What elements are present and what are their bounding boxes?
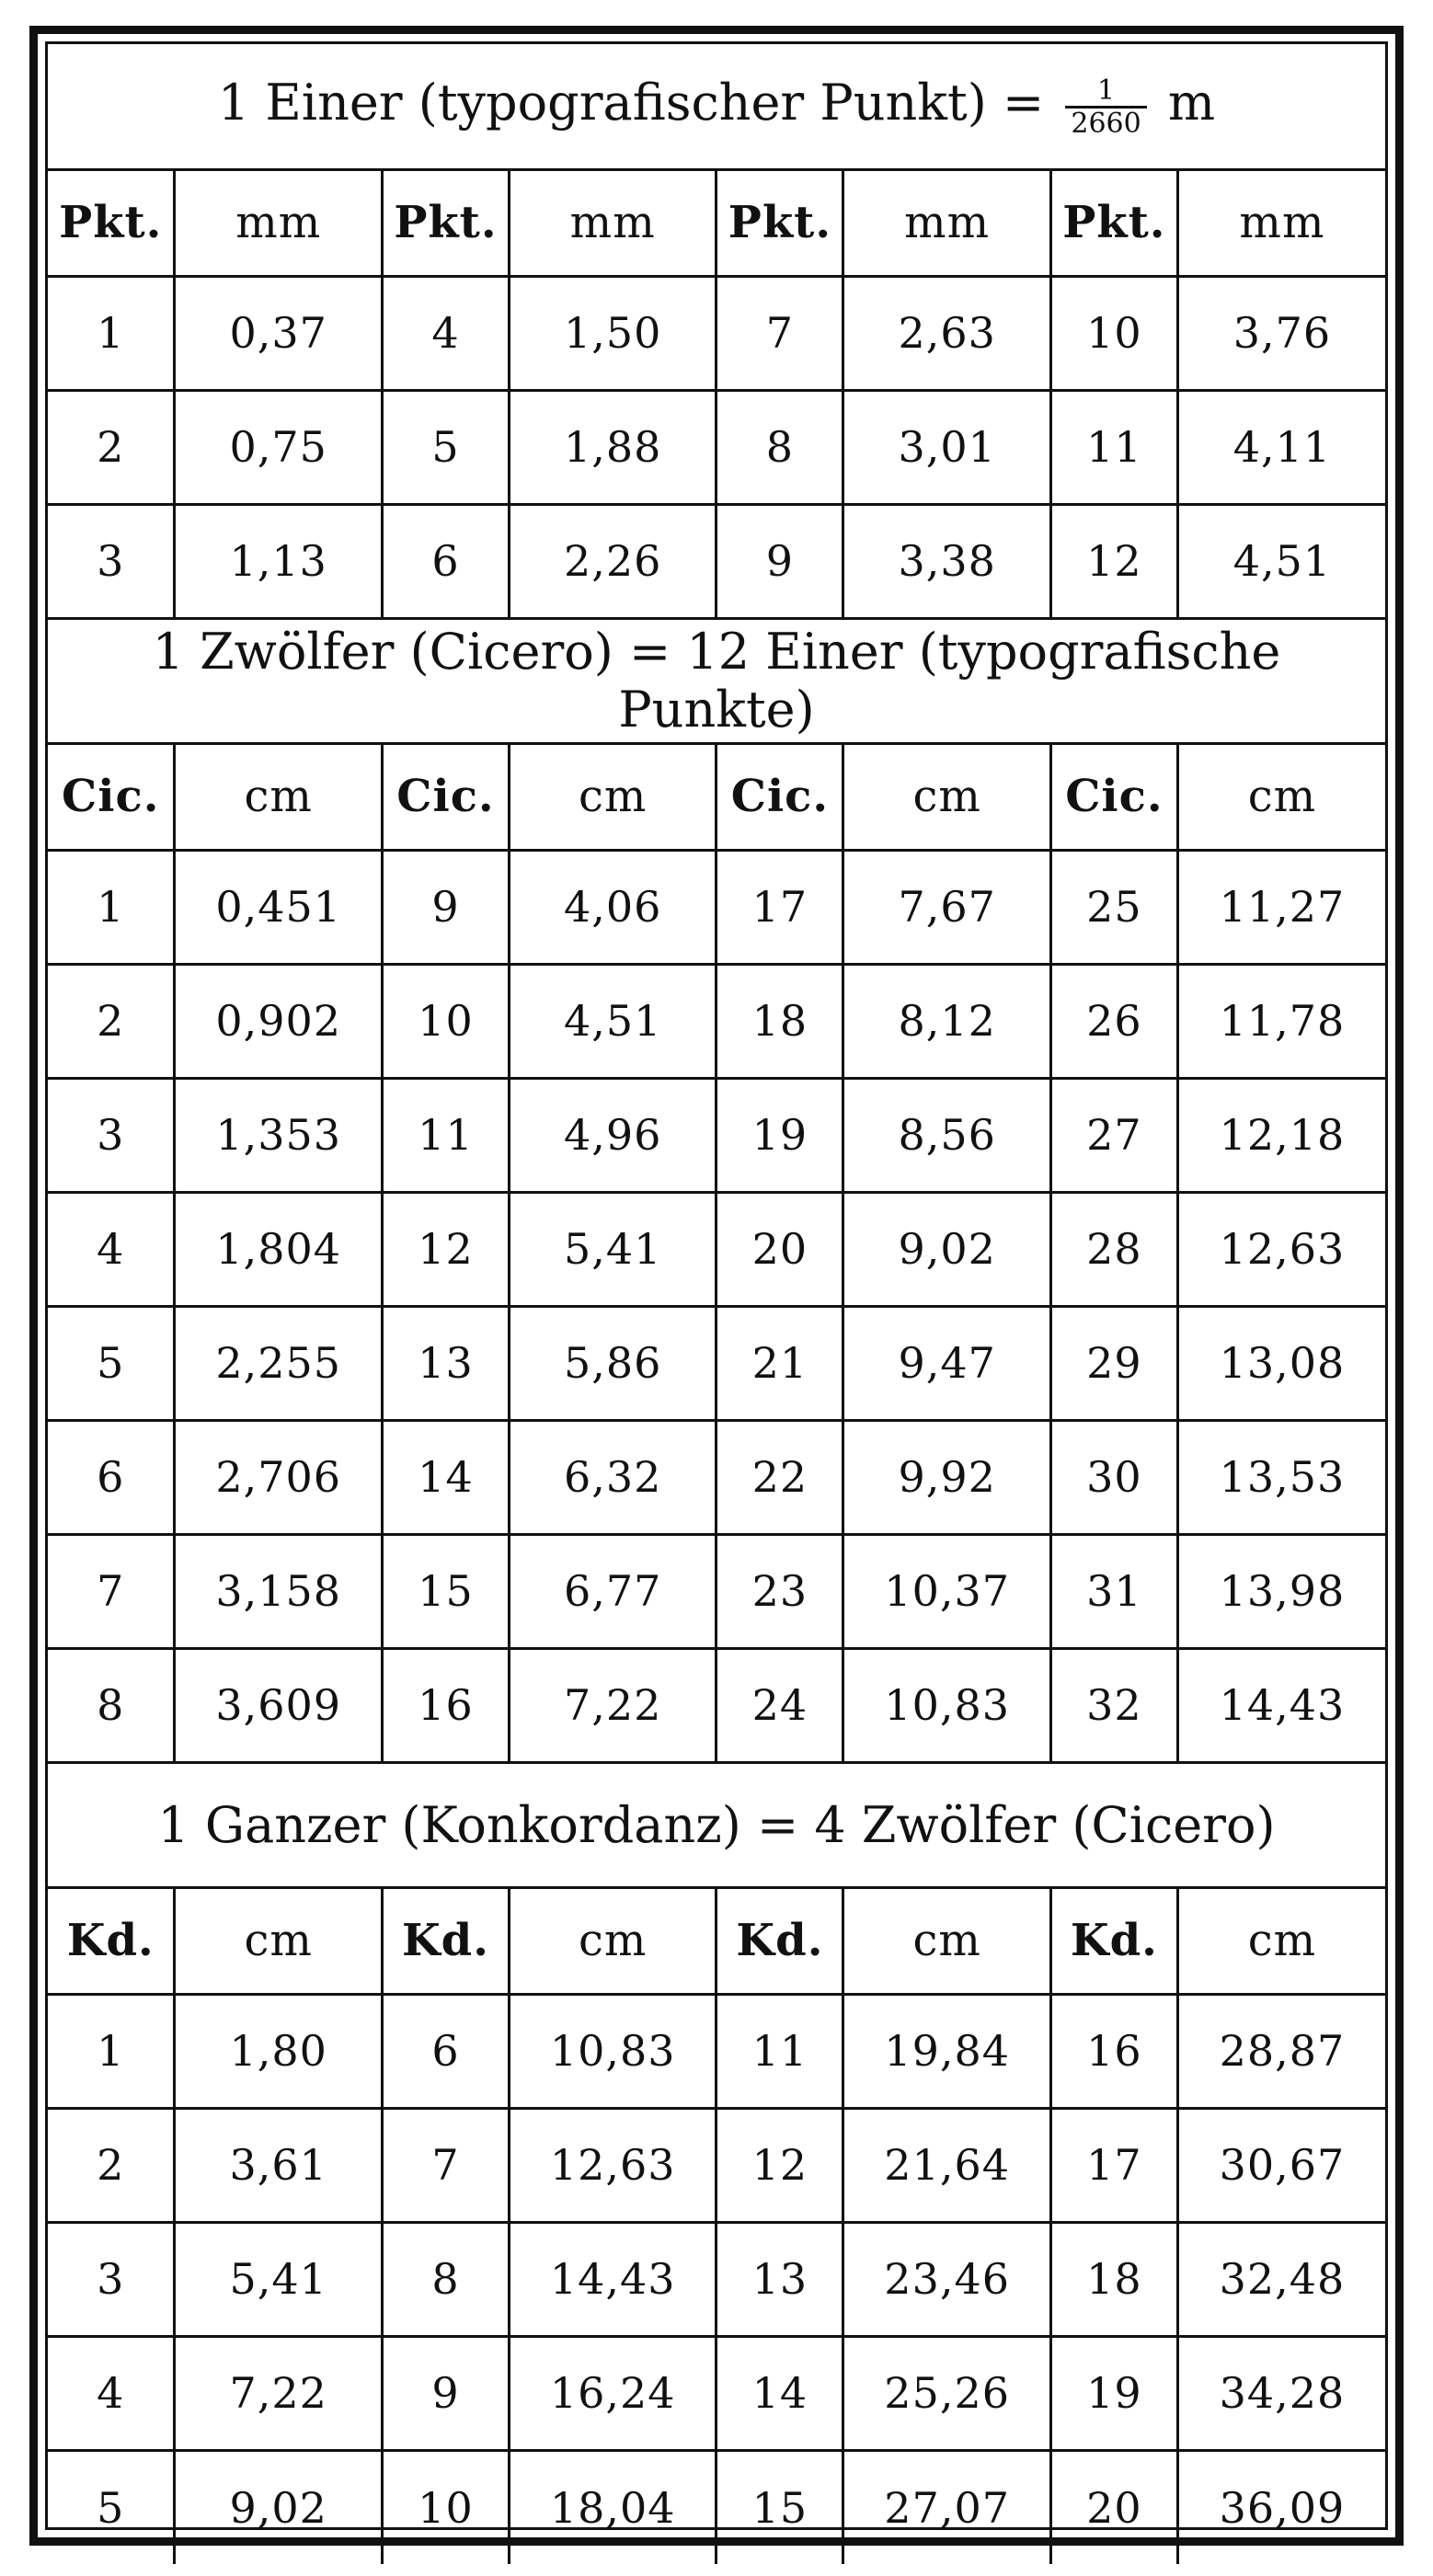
unit-count-cell: 6 [382, 504, 509, 618]
measure-value-cell: 6,32 [509, 1420, 716, 1534]
column-header-unit: Kd. [716, 1887, 843, 1994]
unit-count-cell: 5 [382, 390, 509, 504]
unit-count-cell: 3 [48, 1078, 175, 1192]
column-header-unit: Kd. [1050, 1887, 1177, 1994]
fraction-numerator: 1 [1065, 75, 1146, 109]
measure-value-cell: 1,88 [509, 390, 716, 504]
measure-value-cell: 10,37 [843, 1534, 1051, 1648]
unit-count-cell: 21 [716, 1306, 843, 1420]
column-header-measure: cm [843, 1887, 1051, 1994]
unit-count-cell: 12 [382, 1192, 509, 1306]
measure-value-cell: 4,06 [509, 850, 716, 964]
unit-count-cell: 18 [716, 964, 843, 1078]
unit-count-cell: 12 [716, 2108, 843, 2222]
unit-count-cell: 17 [1050, 2108, 1177, 2222]
unit-count-cell: 1 [48, 1994, 175, 2108]
unit-count-cell: 14 [382, 1420, 509, 1534]
unit-count-cell: 2 [48, 964, 175, 1078]
table-row [48, 2450, 1385, 2564]
unit-count-cell: 3 [48, 504, 175, 618]
column-header-measure: cm [1177, 743, 1385, 850]
unit-count-cell: 9 [716, 504, 843, 618]
unit-count-cell: 29 [1050, 1306, 1177, 1420]
measure-value-cell: 21,64 [843, 2108, 1051, 2222]
outer-frame [29, 26, 1404, 2546]
unit-count-cell: 7 [382, 2108, 509, 2222]
unit-count-cell: 20 [716, 1192, 843, 1306]
unit-count-cell: 9 [382, 850, 509, 964]
section-title: 1 Zwölfer (Cicero) = 12 Einer (typografische Punkte) [48, 618, 1385, 743]
unit-count-cell: 28 [1050, 1192, 1177, 1306]
section-title-row [48, 1762, 1385, 1887]
unit-count-cell: 12 [1050, 504, 1177, 618]
measure-value-cell: 4,96 [509, 1078, 716, 1192]
measure-value-cell: 8,12 [843, 964, 1051, 1078]
measure-value-cell: 2,255 [175, 1306, 383, 1420]
measure-value-cell: 25,26 [843, 2336, 1051, 2450]
column-header-unit: Cic. [382, 743, 509, 850]
table-row [48, 2222, 1385, 2336]
unit-count-cell: 26 [1050, 964, 1177, 1078]
unit-count-cell: 9 [382, 2336, 509, 2450]
unit-count-cell: 5 [48, 2450, 175, 2564]
unit-count-cell: 32 [1050, 1648, 1177, 1762]
unit-count-cell: 13 [716, 2222, 843, 2336]
measure-value-cell: 8,56 [843, 1078, 1051, 1192]
measure-value-cell: 11,78 [1177, 964, 1385, 1078]
measure-value-cell: 3,61 [175, 2108, 383, 2222]
column-header-measure: cm [509, 743, 716, 850]
measure-value-cell: 1,50 [509, 276, 716, 390]
measure-value-cell: 2,26 [509, 504, 716, 618]
unit-count-cell: 8 [48, 1648, 175, 1762]
column-header-unit: Cic. [716, 743, 843, 850]
unit-count-cell: 16 [382, 1648, 509, 1762]
unit-count-cell: 13 [382, 1306, 509, 1420]
unit-count-cell: 11 [1050, 390, 1177, 504]
measure-value-cell: 7,22 [509, 1648, 716, 1762]
measure-value-cell: 1,13 [175, 504, 383, 618]
measure-value-cell: 3,38 [843, 504, 1051, 618]
unit-count-cell: 15 [382, 1534, 509, 1648]
column-header-unit: Pkt. [1050, 169, 1177, 276]
measure-value-cell: 13,08 [1177, 1306, 1385, 1420]
column-header-measure: cm [175, 1887, 383, 1994]
table-row [48, 1306, 1385, 1420]
section-title-row [48, 44, 1385, 169]
unit-count-cell: 31 [1050, 1534, 1177, 1648]
measure-value-cell: 1,80 [175, 1994, 383, 2108]
table-row [48, 850, 1385, 964]
measure-value-cell: 2,63 [843, 276, 1051, 390]
column-header-unit: Kd. [48, 1887, 175, 1994]
table-row [48, 1078, 1385, 1192]
unit-count-cell: 10 [382, 2450, 509, 2564]
measure-value-cell: 2,706 [175, 1420, 383, 1534]
measure-value-cell: 1,804 [175, 1192, 383, 1306]
column-header-measure: mm [1177, 169, 1385, 276]
column-header-unit: Cic. [1050, 743, 1177, 850]
measure-value-cell: 0,37 [175, 276, 383, 390]
column-header-measure: cm [175, 743, 383, 850]
measure-value-cell: 3,01 [843, 390, 1051, 504]
measure-value-cell: 4,51 [509, 964, 716, 1078]
measure-value-cell: 28,87 [1177, 1994, 1385, 2108]
measure-value-cell: 10,83 [843, 1648, 1051, 1762]
unit-count-cell: 17 [716, 850, 843, 964]
measure-value-cell: 12,63 [1177, 1192, 1385, 1306]
section-title: 1 Ganzer (Konkordanz) = 4 Zwölfer (Cicero) [48, 1762, 1385, 1887]
unit-count-cell: 18 [1050, 2222, 1177, 2336]
measure-value-cell: 14,43 [1177, 1648, 1385, 1762]
title-prefix: 1 Einer (typografischer Punkt) = [217, 74, 1045, 132]
unit-count-cell: 19 [716, 1078, 843, 1192]
table-row [48, 276, 1385, 390]
measure-value-cell: 18,04 [509, 2450, 716, 2564]
measure-value-cell: 34,28 [1177, 2336, 1385, 2450]
measure-value-cell: 12,18 [1177, 1078, 1385, 1192]
unit-count-cell: 1 [48, 850, 175, 964]
column-header-unit: Pkt. [716, 169, 843, 276]
measure-value-cell: 0,451 [175, 850, 383, 964]
column-header-measure: cm [843, 743, 1051, 850]
unit-count-cell: 1 [48, 276, 175, 390]
unit-count-cell: 2 [48, 2108, 175, 2222]
unit-count-cell: 27 [1050, 1078, 1177, 1192]
header-row [48, 743, 1385, 850]
measure-value-cell: 13,53 [1177, 1420, 1385, 1534]
unit-count-cell: 14 [716, 2336, 843, 2450]
column-header-measure: cm [1177, 1887, 1385, 1994]
unit-count-cell: 3 [48, 2222, 175, 2336]
unit-count-cell: 7 [716, 276, 843, 390]
measure-value-cell: 36,09 [1177, 2450, 1385, 2564]
measure-value-cell: 1,353 [175, 1078, 383, 1192]
conversion-table-body [48, 44, 1385, 2564]
inner-frame [45, 41, 1388, 2533]
measure-value-cell: 0,902 [175, 964, 383, 1078]
measure-value-cell: 11,27 [1177, 850, 1385, 964]
measure-value-cell: 5,41 [175, 2222, 383, 2336]
conversion-table [48, 44, 1385, 2564]
unit-count-cell: 10 [382, 964, 509, 1078]
measure-value-cell: 32,48 [1177, 2222, 1385, 2336]
measure-value-cell: 16,24 [509, 2336, 716, 2450]
unit-count-cell: 16 [1050, 1994, 1177, 2108]
measure-value-cell: 14,43 [509, 2222, 716, 2336]
unit-count-cell: 8 [382, 2222, 509, 2336]
measure-value-cell: 0,75 [175, 390, 383, 504]
table-row [48, 1648, 1385, 1762]
measure-value-cell: 19,84 [843, 1994, 1051, 2108]
measure-value-cell: 27,07 [843, 2450, 1051, 2564]
measure-value-cell: 13,98 [1177, 1534, 1385, 1648]
measure-value-cell: 5,41 [509, 1192, 716, 1306]
unit-count-cell: 4 [382, 276, 509, 390]
unit-count-cell: 5 [48, 1306, 175, 1420]
unit-count-cell: 25 [1050, 850, 1177, 964]
unit-count-cell: 6 [382, 1994, 509, 2108]
unit-count-cell: 4 [48, 2336, 175, 2450]
unit-count-cell: 15 [716, 2450, 843, 2564]
unit-count-cell: 7 [48, 1534, 175, 1648]
fraction [1065, 75, 1146, 139]
measure-value-cell: 7,22 [175, 2336, 383, 2450]
unit-count-cell: 30 [1050, 1420, 1177, 1534]
table-row [48, 1534, 1385, 1648]
unit-count-cell: 2 [48, 390, 175, 504]
measure-value-cell: 10,83 [509, 1994, 716, 2108]
column-header-measure: cm [509, 1887, 716, 1994]
table-row [48, 1420, 1385, 1534]
unit-count-cell: 20 [1050, 2450, 1177, 2564]
measure-value-cell: 4,51 [1177, 504, 1385, 618]
unit-count-cell: 6 [48, 1420, 175, 1534]
column-header-unit: Pkt. [382, 169, 509, 276]
unit-count-cell: 24 [716, 1648, 843, 1762]
unit-count-cell: 22 [716, 1420, 843, 1534]
column-header-unit: Pkt. [48, 169, 175, 276]
title-suffix: m [1167, 74, 1216, 132]
unit-count-cell: 23 [716, 1534, 843, 1648]
measure-value-cell: 3,158 [175, 1534, 383, 1648]
measure-value-cell: 9,02 [843, 1192, 1051, 1306]
table-row [48, 390, 1385, 504]
column-header-unit: Cic. [48, 743, 175, 850]
table-row [48, 1192, 1385, 1306]
unit-count-cell: 11 [382, 1078, 509, 1192]
column-header-measure: mm [509, 169, 716, 276]
measure-value-cell: 9,02 [175, 2450, 383, 2564]
header-row [48, 1887, 1385, 1994]
measure-value-cell: 9,92 [843, 1420, 1051, 1534]
fraction-denominator: 2660 [1071, 107, 1141, 140]
measure-value-cell: 6,77 [509, 1534, 716, 1648]
column-header-measure: mm [175, 169, 383, 276]
measure-value-cell: 5,86 [509, 1306, 716, 1420]
measure-value-cell: 7,67 [843, 850, 1051, 964]
table-row [48, 2108, 1385, 2222]
table-row [48, 2336, 1385, 2450]
measure-value-cell: 3,76 [1177, 276, 1385, 390]
unit-count-cell: 8 [716, 390, 843, 504]
measure-value-cell: 9,47 [843, 1306, 1051, 1420]
measure-value-cell: 30,67 [1177, 2108, 1385, 2222]
table-row [48, 1994, 1385, 2108]
table-row [48, 964, 1385, 1078]
section-title-row [48, 618, 1385, 743]
column-header-unit: Kd. [382, 1887, 509, 1994]
measure-value-cell: 4,11 [1177, 390, 1385, 504]
table-row [48, 504, 1385, 618]
measure-value-cell: 23,46 [843, 2222, 1051, 2336]
section-title-einer [48, 44, 1385, 169]
unit-count-cell: 10 [1050, 276, 1177, 390]
unit-count-cell: 4 [48, 1192, 175, 1306]
header-row [48, 169, 1385, 276]
column-header-measure: mm [843, 169, 1051, 276]
unit-count-cell: 11 [716, 1994, 843, 2108]
unit-count-cell: 19 [1050, 2336, 1177, 2450]
measure-value-cell: 12,63 [509, 2108, 716, 2222]
measure-value-cell: 3,609 [175, 1648, 383, 1762]
